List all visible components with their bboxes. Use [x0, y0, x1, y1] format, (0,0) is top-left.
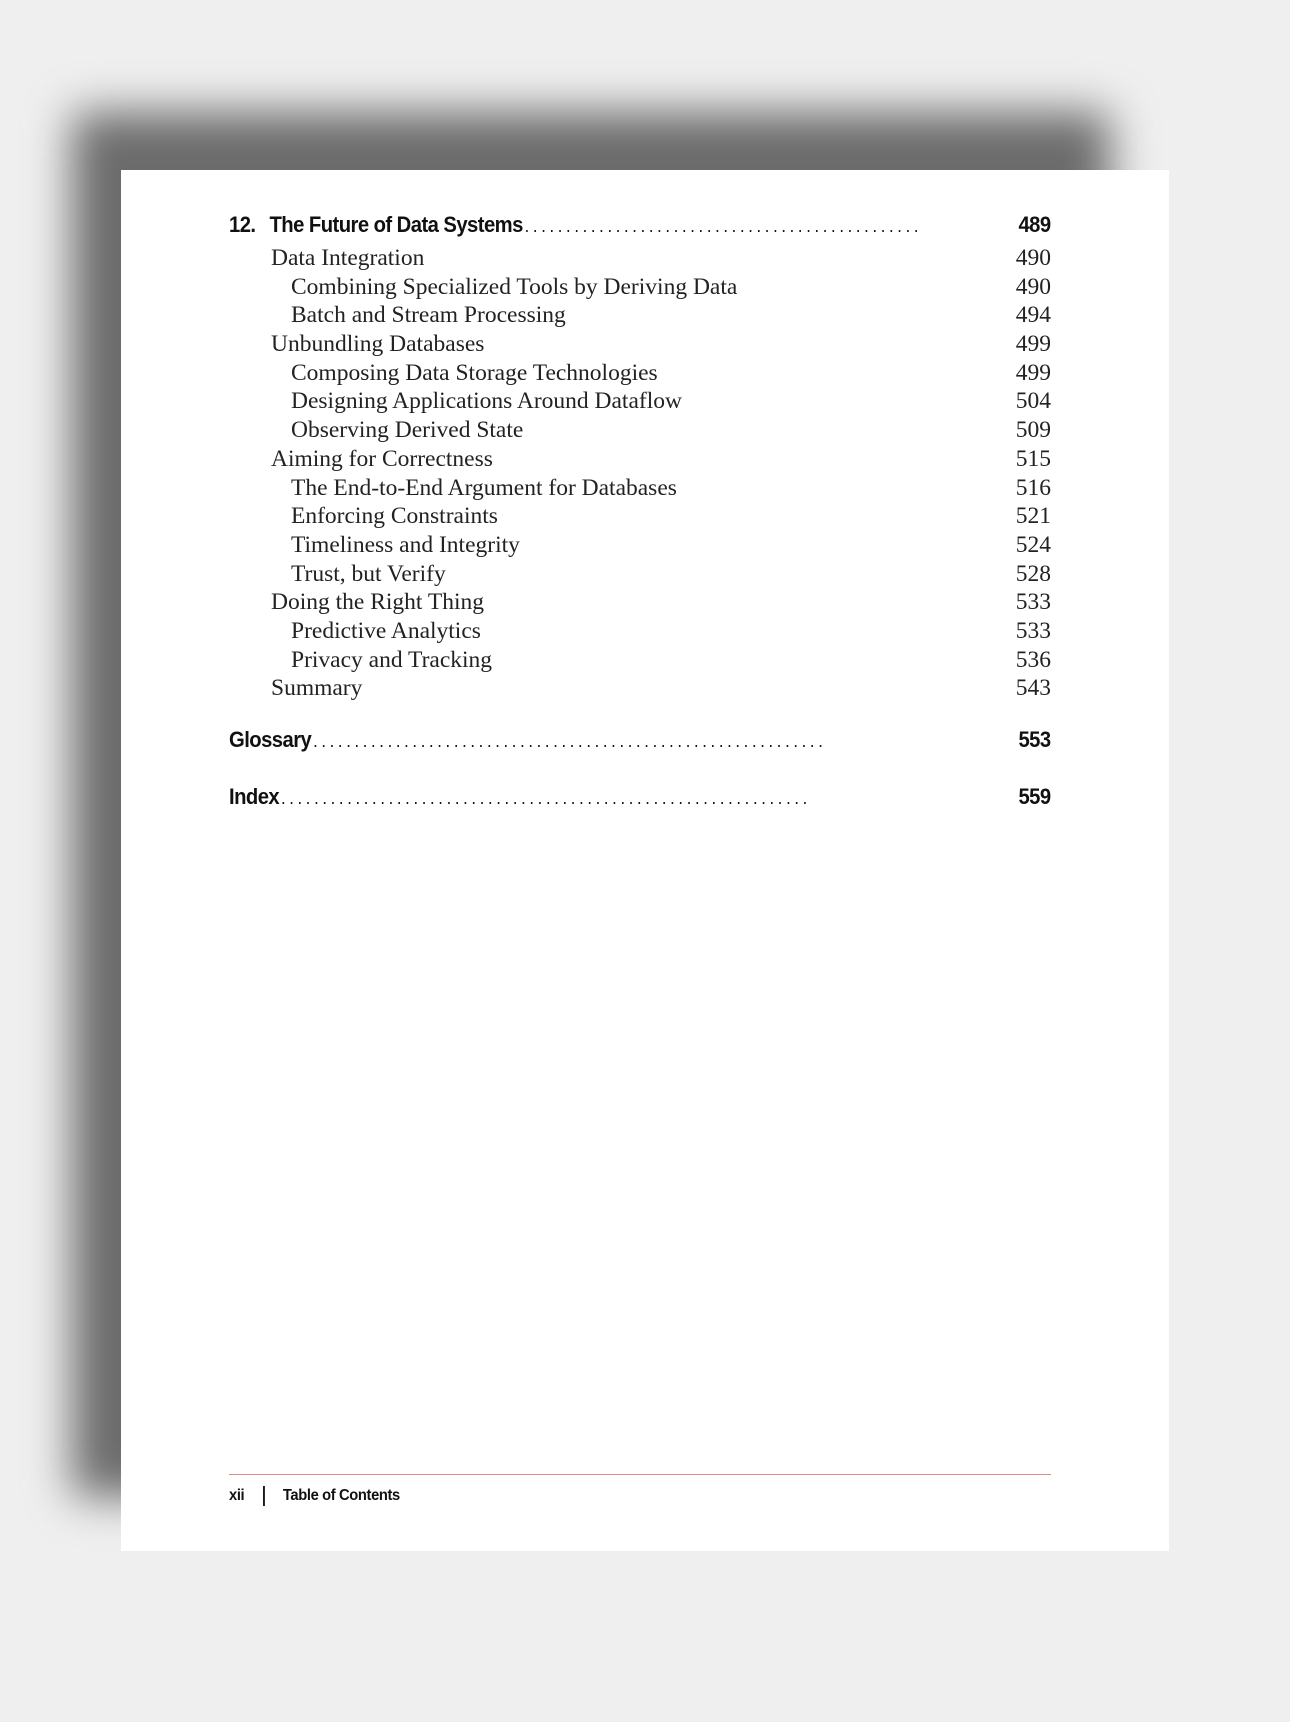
section-page-number: 521 [1015, 503, 1051, 530]
section-title: Summary [271, 675, 363, 702]
footer-separator [263, 1486, 265, 1506]
toc-section-list [229, 245, 1051, 704]
section-page-number: 490 [1015, 245, 1051, 271]
section-title: Timeliness and Integrity [291, 531, 520, 558]
section-title: The End-to-End Argument for Databases [291, 474, 677, 501]
section-title: Observing Derived State [291, 417, 524, 444]
chapter-number: 12. [229, 212, 256, 237]
section-page-number: 516 [1015, 474, 1051, 501]
toc-section-entry[interactable] [229, 475, 1051, 504]
section-page-number: 499 [1015, 331, 1051, 358]
dot-leader: ................................................................ [280, 788, 811, 808]
toc-section-entry[interactable] [229, 503, 1051, 532]
toc-section-entry[interactable] [229, 446, 1051, 475]
page-footer [229, 1486, 400, 1506]
toc-section-entry[interactable] [229, 245, 1051, 274]
section-page-number: 515 [1015, 445, 1051, 472]
glossary-page-number: 553 [1018, 727, 1051, 752]
section-title: Predictive Analytics [291, 617, 481, 644]
index-page-number: 559 [1018, 784, 1051, 809]
section-title: Data Integration [271, 245, 425, 271]
section-page-number: 494 [1015, 302, 1051, 329]
section-page-number: 504 [1015, 388, 1051, 415]
toc-section-entry[interactable] [229, 618, 1051, 647]
toc-section-entry[interactable] [229, 274, 1051, 303]
chapter-title: The Future of Data Systems [269, 212, 523, 237]
section-page-number: 533 [1015, 617, 1051, 644]
section-title: Aiming for Correctness [271, 445, 493, 472]
toc-index-entry[interactable] [229, 784, 1051, 816]
footer-rule [229, 1474, 1051, 1475]
index-title: Index [229, 784, 280, 809]
glossary-title: Glossary [229, 727, 312, 752]
section-page-number: 524 [1015, 531, 1051, 558]
table-of-contents [229, 212, 1051, 816]
dot-leader: .............................................................. [313, 731, 827, 751]
section-title: Batch and Stream Processing [291, 302, 566, 329]
section-page-number: 543 [1015, 675, 1051, 702]
section-title: Combining Specialized Tools by Deriving Data [291, 273, 738, 300]
section-page-number: 536 [1015, 646, 1051, 673]
section-page-number: 533 [1015, 589, 1051, 616]
section-title: Privacy and Tracking [291, 646, 493, 673]
section-page-number: 499 [1015, 359, 1051, 386]
toc-section-entry[interactable] [229, 417, 1051, 446]
toc-section-entry[interactable] [229, 388, 1051, 417]
section-page-number: 509 [1015, 417, 1051, 444]
section-title: Enforcing Constraints [291, 503, 498, 530]
toc-section-entry[interactable] [229, 675, 1051, 704]
document-page [121, 170, 1169, 1551]
toc-glossary-entry[interactable] [229, 727, 1051, 759]
section-page-number: 528 [1015, 560, 1051, 587]
toc-section-entry[interactable] [229, 589, 1051, 618]
chapter-page-number: 489 [1018, 212, 1051, 237]
section-title: Composing Data Storage Technologies [291, 359, 658, 386]
toc-section-entry[interactable] [229, 302, 1051, 331]
section-title: Trust, but Verify [291, 560, 446, 587]
section-title: Designing Applications Around Dataflow [291, 388, 682, 415]
section-page-number: 490 [1015, 273, 1051, 300]
footer-page-number: xii [229, 1487, 245, 1504]
dot-leader: ................................................ [524, 216, 923, 236]
footer-section-title: Table of Contents [282, 1487, 400, 1504]
section-title: Doing the Right Thing [271, 589, 485, 616]
section-title: Unbundling Databases [271, 331, 485, 358]
toc-section-entry[interactable] [229, 360, 1051, 389]
toc-section-entry[interactable] [229, 561, 1051, 590]
toc-section-entry[interactable] [229, 647, 1051, 676]
toc-section-entry[interactable] [229, 532, 1051, 561]
toc-chapter-entry[interactable] [229, 212, 1051, 244]
toc-section-entry[interactable] [229, 331, 1051, 360]
